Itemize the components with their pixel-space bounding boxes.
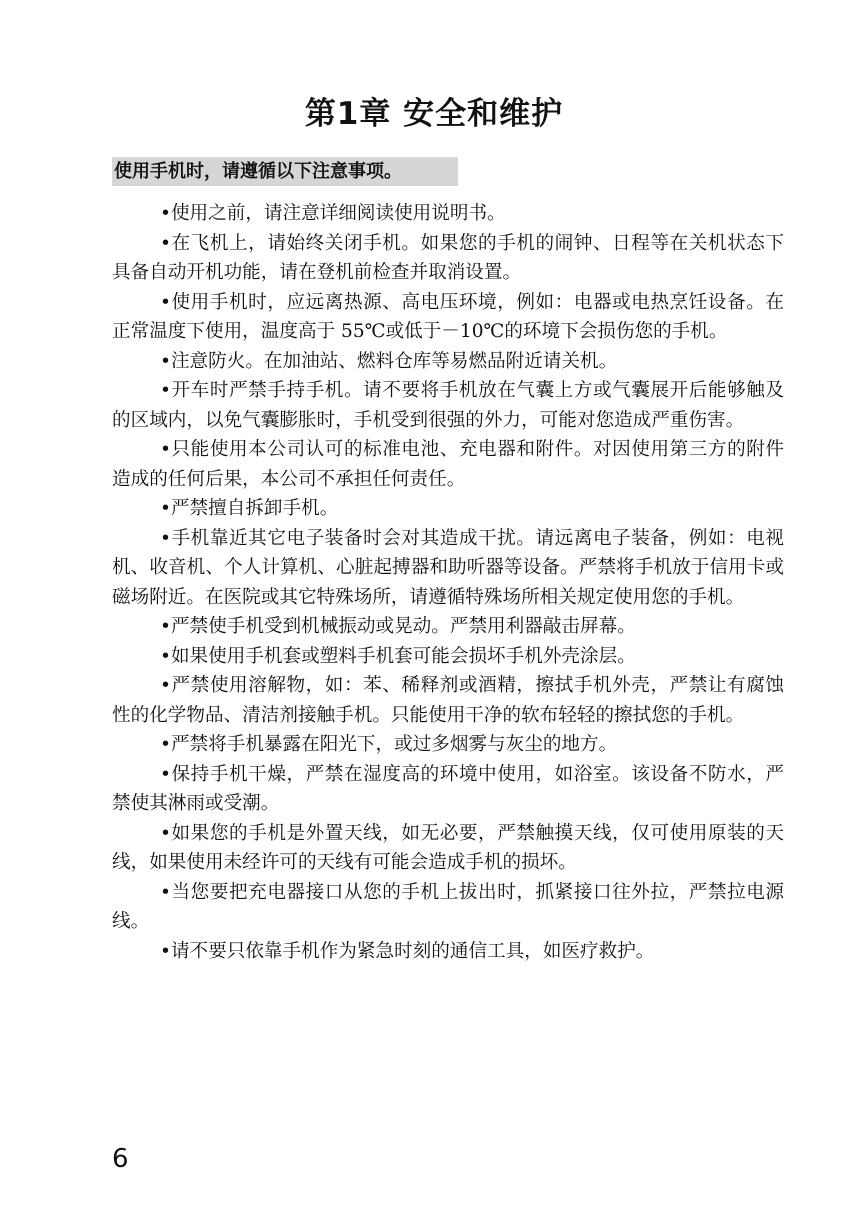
chapter-title: 第1章 安全和维护 <box>304 96 564 132</box>
safety-note: •严禁使手机受到机械振动或晃动。严禁用利器敲击屏幕。 <box>160 616 636 637</box>
safety-note: •如果您的手机是外置天线，如无必要，严禁触摸天线，仅可使用原装的天线，如果使用未经许可的天线有可能会造成手机的损坏。 <box>112 822 784 873</box>
safety-note: •手机靠近其它电子装备时会对其造成干扰。请远离电子装备，例如：电视机、收音机、个人计算机、心脏起搏器和助听器等设备。严禁将手机放于信用卡或磁场附近。在医院或其它特殊场所，请遵循特殊场所相关规定使用您的手机。 <box>112 527 784 608</box>
safety-note: •严禁使用溶解物，如：苯、稀释剂或酒精，擦拭手机外壳，严禁让有腐蚀性的化学物品、清洁剂接触手机。只能使用干净的软布轻轻的擦拭您的手机。 <box>112 675 784 726</box>
safety-note: •严禁将手机暴露在阳光下，或过多烟雾与灰尘的地方。 <box>160 734 618 755</box>
safety-note: •保持手机干燥，严禁在湿度高的环境中使用，如浴室。该设备不防水，严禁使其淋雨或受潮。 <box>112 763 784 814</box>
safety-note: •使用之前，请注意详细阅读使用说明书。 <box>160 203 506 224</box>
safety-note: •在飞机上，请始终关闭手机。如果您的手机的闹钟、日程等在关机状态下具备自动开机功能，请在登机前检查并取消设置。 <box>112 232 784 283</box>
page-number: 6 <box>112 1144 129 1174</box>
section-heading: 使用手机时，请遵循以下注意事项。 <box>112 157 458 186</box>
safety-note: •当您要把充电器接口从您的手机上拔出时，抓紧接口往外拉，严禁拉电源线。 <box>112 881 784 932</box>
safety-note: •只能使用本公司认可的标准电池、充电器和附件。对因使用第三方的附件造成的任何后果，本公司不承担任何责任。 <box>112 439 784 490</box>
safety-note: •注意防火。在加油站、燃料仓库等易燃品附近请关机。 <box>160 350 618 372</box>
safety-note: •开车时严禁手持手机。请不要将手机放在气囊上方或气囊展开后能够触及的区域内，以免气囊膨胀时，手机受到很强的外力，可能对您造成严重伤害。 <box>112 380 784 431</box>
safety-note: •请不要只依靠手机作为紧急时刻的通信工具，如医疗救护。 <box>160 940 655 962</box>
safety-notes-list <box>112 199 784 966</box>
safety-note: •使用手机时，应远离热源、高电压环境，例如：电器或电热烹饪设备。在正常温度下使用，温度高于 55℃或低于－10℃的环境下会损伤您的手机。 <box>112 291 784 342</box>
safety-note: •如果使用手机套或塑料手机套可能会损坏手机外壳涂层。 <box>160 645 636 667</box>
safety-note: •严禁擅自拆卸手机。 <box>160 498 339 519</box>
